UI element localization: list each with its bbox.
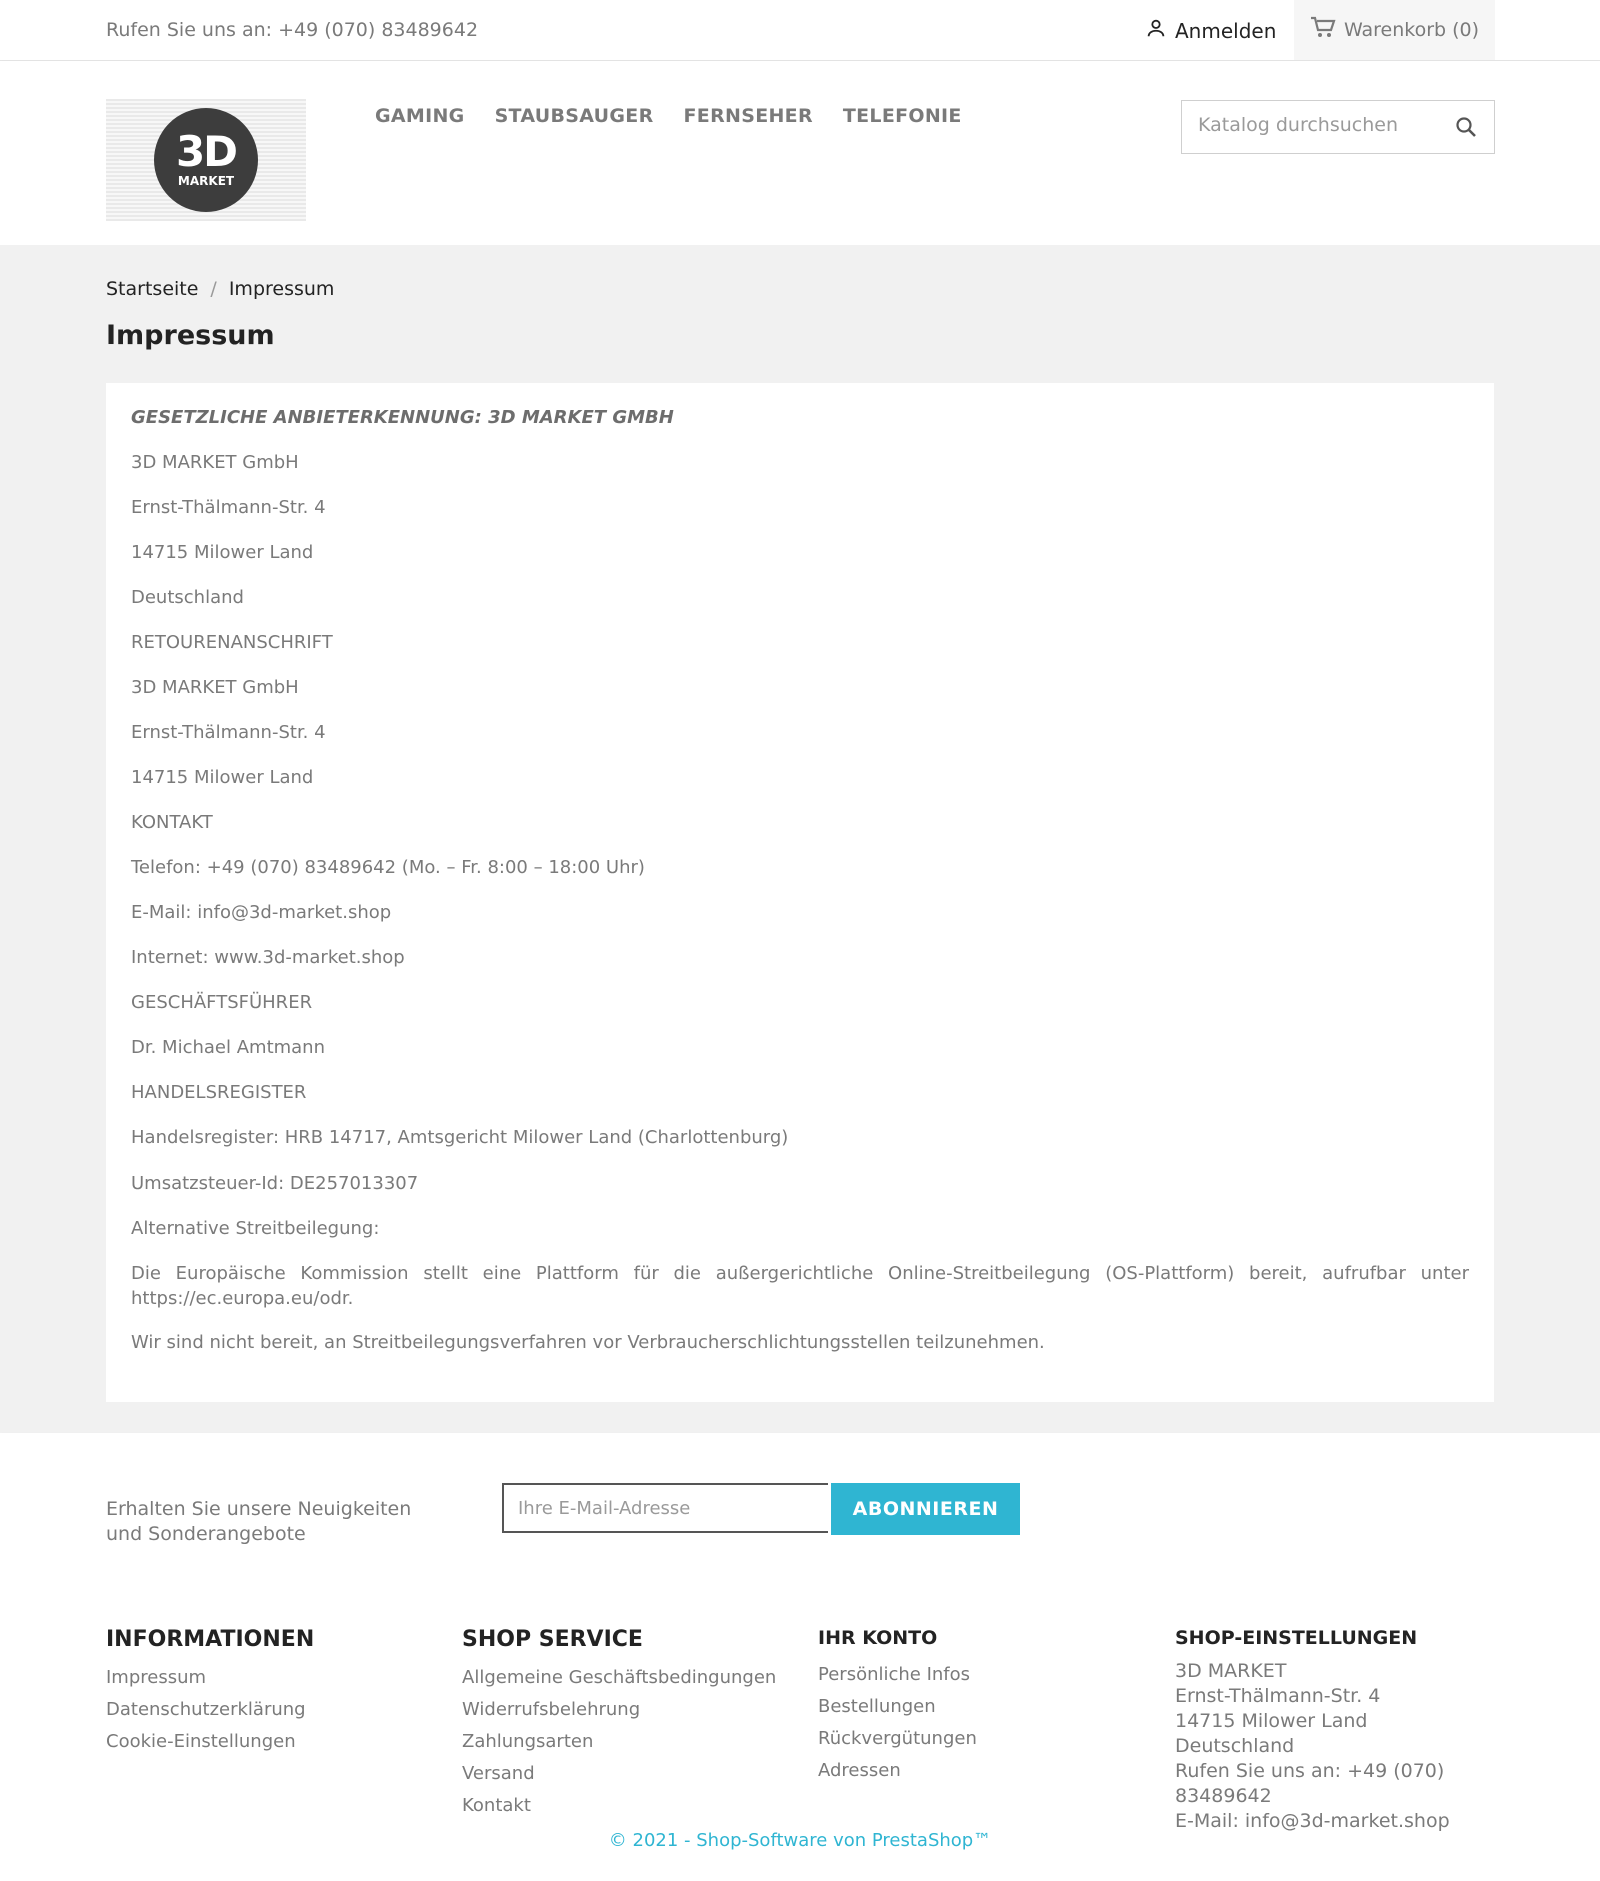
- signin-label: Anmelden: [1175, 18, 1277, 43]
- logo-text-3d: 3D: [175, 127, 237, 176]
- text-line: 3D MARKET GmbH: [131, 452, 299, 473]
- text-line: Internet: www.3d-market.shop: [131, 947, 405, 968]
- main-content: [0, 245, 1600, 1433]
- main-nav: [375, 105, 962, 127]
- footer-link-personal-info[interactable]: Persönliche Infos: [818, 1664, 971, 1685]
- footer-link-orders[interactable]: Bestellungen: [818, 1696, 936, 1717]
- text-line: E-Mail: info@3d-market.shop: [131, 902, 392, 923]
- text-line: 14715 Milower Land: [131, 767, 314, 788]
- nav-item-telefonie[interactable]: TELEFONIE: [842, 105, 962, 127]
- store-address: 3D MARKET Ernst-Thälmann-Str. 4 14715 Milower Land Deutschland Rufen Sie uns an: +49 (070) 83489642 E-Mail: info@3d-market.shop: [1175, 1660, 1450, 1832]
- search-icon[interactable]: [1454, 115, 1478, 143]
- newsletter-section: [0, 1433, 1600, 1601]
- logo-badge: [154, 108, 258, 212]
- footer-link-cookies[interactable]: Cookie-Einstellungen: [106, 1731, 296, 1752]
- footer-col-store-info: [1175, 1627, 1465, 1834]
- footer-link-versand[interactable]: Versand: [462, 1763, 535, 1784]
- copyright-link[interactable]: © 2021 - Shop-Software von PrestaShop™: [608, 1830, 992, 1851]
- footer-link-refunds[interactable]: Rückvergütungen: [818, 1728, 977, 1749]
- text-line: 14715 Milower Land: [131, 542, 314, 563]
- top-bar: [0, 0, 1600, 61]
- footer-heading: IHR KONTO: [818, 1627, 938, 1649]
- breadcrumb-separator: /: [210, 278, 217, 300]
- text-line: Alternative Streitbeilegung:: [131, 1218, 380, 1239]
- text-line: Deutschland: [131, 587, 244, 608]
- footer-link-widerruf[interactable]: Widerrufsbelehrung: [462, 1699, 641, 1720]
- contact-phone: Rufen Sie uns an: +49 (070) 83489642: [106, 19, 479, 41]
- search-box: [1181, 100, 1495, 154]
- page-title: Impressum: [106, 320, 275, 351]
- text-paragraph: Wir sind nicht bereit, an Streitbeilegungsverfahren vor Verbraucherschlichtungsstellen teilzunehmen.: [131, 1332, 1045, 1353]
- text-line: Ernst-Thälmann-Str. 4: [131, 722, 326, 743]
- text-line: Handelsregister: HRB 14717, Amtsgericht Milower Land (Charlottenburg): [131, 1127, 789, 1148]
- text-line: Umsatzsteuer-Id: DE257013307: [131, 1173, 419, 1194]
- footer-link-zahlungsarten[interactable]: Zahlungsarten: [462, 1731, 594, 1752]
- footer-col-shop-service: [462, 1627, 776, 1822]
- impressum-heading: GESETZLICHE ANBIETERKENNUNG: 3D MARKET GMBH: [131, 407, 674, 428]
- footer-heading: SHOP-EINSTELLUNGEN: [1175, 1627, 1418, 1649]
- text-line: RETOURENANSCHRIFT: [131, 632, 333, 653]
- newsletter-text: Erhalten Sie unsere Neuigkeiten und Sonderangebote: [106, 1498, 412, 1545]
- nav-item-staubsauger[interactable]: STAUBSAUGER: [494, 105, 654, 127]
- subscribe-button[interactable]: ABONNIEREN: [831, 1483, 1020, 1535]
- logo-text-market: MARKET: [177, 174, 235, 188]
- nav-item-gaming[interactable]: GAMING: [375, 105, 465, 127]
- search-input[interactable]: [1196, 113, 1450, 137]
- nav-item-fernseher[interactable]: FERNSEHER: [683, 105, 813, 127]
- footer-heading: INFORMATIONEN: [106, 1627, 315, 1652]
- newsletter-email-input[interactable]: [502, 1483, 828, 1533]
- text-line: HANDELSREGISTER: [131, 1082, 307, 1103]
- breadcrumb-home[interactable]: Startseite: [106, 278, 199, 300]
- text-line: Dr. Michael Amtmann: [131, 1037, 326, 1058]
- footer-link-datenschutz[interactable]: Datenschutzerklärung: [106, 1699, 306, 1720]
- signin-link[interactable]: [1145, 17, 1276, 44]
- cart-icon: [1310, 16, 1336, 45]
- footer-heading: SHOP SERVICE: [462, 1627, 643, 1652]
- footer-link-addresses[interactable]: Adressen: [818, 1760, 901, 1781]
- breadcrumb: [106, 278, 334, 300]
- logo[interactable]: [106, 99, 306, 221]
- text-line: Telefon: +49 (070) 83489642 (Mo. – Fr. 8:00 – 18:00 Uhr): [131, 857, 645, 878]
- text-line: Ernst-Thälmann-Str. 4: [131, 497, 326, 518]
- user-icon: [1145, 17, 1167, 44]
- text-line: 3D MARKET GmbH: [131, 677, 299, 698]
- text-paragraph: Die Europäische Kommission stellt eine Plattform für die außergerichtliche Online-Streitbeilegung (OS-Plattform) bereit, aufrufbar unter https://ec.europa.eu/odr.: [131, 1263, 1469, 1309]
- cart-label: Warenkorb (0): [1343, 19, 1480, 41]
- footer-link-impressum[interactable]: Impressum: [106, 1667, 207, 1688]
- footer-link-kontakt[interactable]: Kontakt: [462, 1795, 531, 1816]
- footer-link-agb[interactable]: Allgemeine Geschäftsbedingungen: [462, 1667, 777, 1688]
- cart-button[interactable]: [1294, 0, 1495, 60]
- site-header: [0, 61, 1600, 245]
- footer-col-account: [818, 1627, 977, 1787]
- footer-col-informationen: [106, 1627, 314, 1758]
- text-line: GESCHÄFTSFÜHRER: [131, 992, 313, 1013]
- impressum-card: [106, 383, 1494, 1402]
- text-line: KONTAKT: [131, 812, 213, 833]
- breadcrumb-current[interactable]: Impressum: [228, 278, 335, 300]
